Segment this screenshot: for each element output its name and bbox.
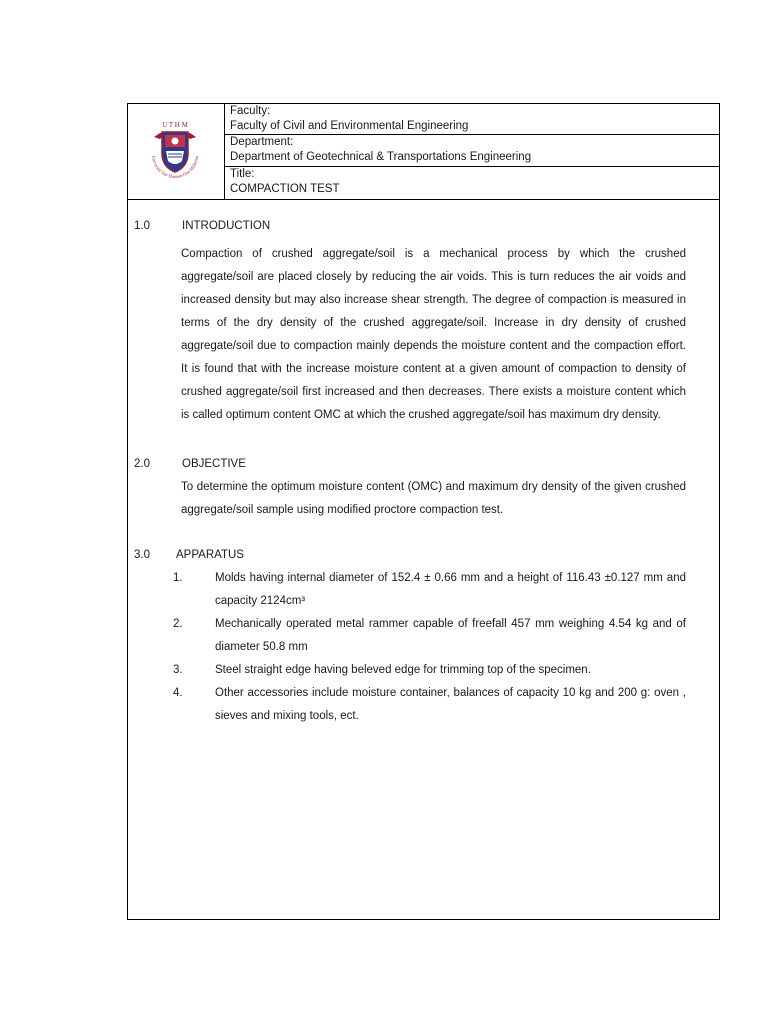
svg-text:Universiti Tun Hussein Onn Mal: Universiti Tun Hussein Onn Malaysia [150,155,200,180]
list-item-text: Molds having internal diameter of 152.4 ± 0.66 mm and a height of 116.43 ±0.127 mm and capacity 2124cm³ [215,572,686,607]
title-label: Title: [230,168,255,180]
section-2-title: OBJECTIVE [182,458,246,470]
university-crest-logo [140,117,210,187]
list-item-number: 1. [173,572,183,584]
list-item-text: Steel straight edge having beleved edge for trimming top of the specimen. [215,664,591,676]
department-label: Department: [230,136,294,148]
list-item-number: 3. [173,664,183,676]
document-frame [127,103,720,920]
title-row [225,167,719,199]
faculty-row [225,104,719,135]
list-item-number: 2. [173,618,183,630]
section-3-title: APPARATUS [176,549,244,561]
department-row [225,135,719,167]
header-info [225,104,719,199]
logo-cell [128,104,225,199]
section-3-number: 3.0 [134,549,150,561]
svg-text:U T H M: U T H M [162,121,188,129]
section-1-title: INTRODUCTION [182,220,271,232]
header-table [128,104,719,200]
title-value: COMPACTION TEST [230,183,340,195]
faculty-label: Faculty: [230,105,271,117]
list-item-text: Other accessories include moisture container, balances of capacity 10 kg and 200 g: oven , sieves and mixing tools, ect. [215,687,686,722]
section-2-body: To determine the optimum moisture content (OMC) and maximum dry density of the given crushed aggregate/soil sample using modified proctore compaction test. [181,481,686,516]
section-1-number: 1.0 [134,220,150,232]
section-1-body: Compaction of crushed aggregate/soil is a mechanical process by which the crushed aggregate/soil are placed closely by reducing the air voids. This is turn reduces the air voids and increased density but may also increase shear strength. The degree of compaction is measured in terms of the dry density of the crushed aggregate/soil. Increase in dry density of crushed aggregate/soil due to compaction mainly depends the moisture content and the compaction effort. It is found that with the increase moisture content at a given amount of compaction to density of crushed aggregate/soil first increased and then decreases. There exists a moisture content which is called optimum content OMC at which the crushed aggregate/soil has maximum dry density. [181,248,686,421]
department-value: Department of Geotechnical & Transportations Engineering [230,151,532,163]
faculty-value: Faculty of Civil and Environmental Engineering [230,120,469,132]
list-item-text: Mechanically operated metal rammer capable of freefall 457 mm weighing 4.54 kg and of diameter 50.8 mm [215,618,686,653]
section-2-number: 2.0 [134,458,150,470]
list-item-number: 4. [173,687,183,699]
